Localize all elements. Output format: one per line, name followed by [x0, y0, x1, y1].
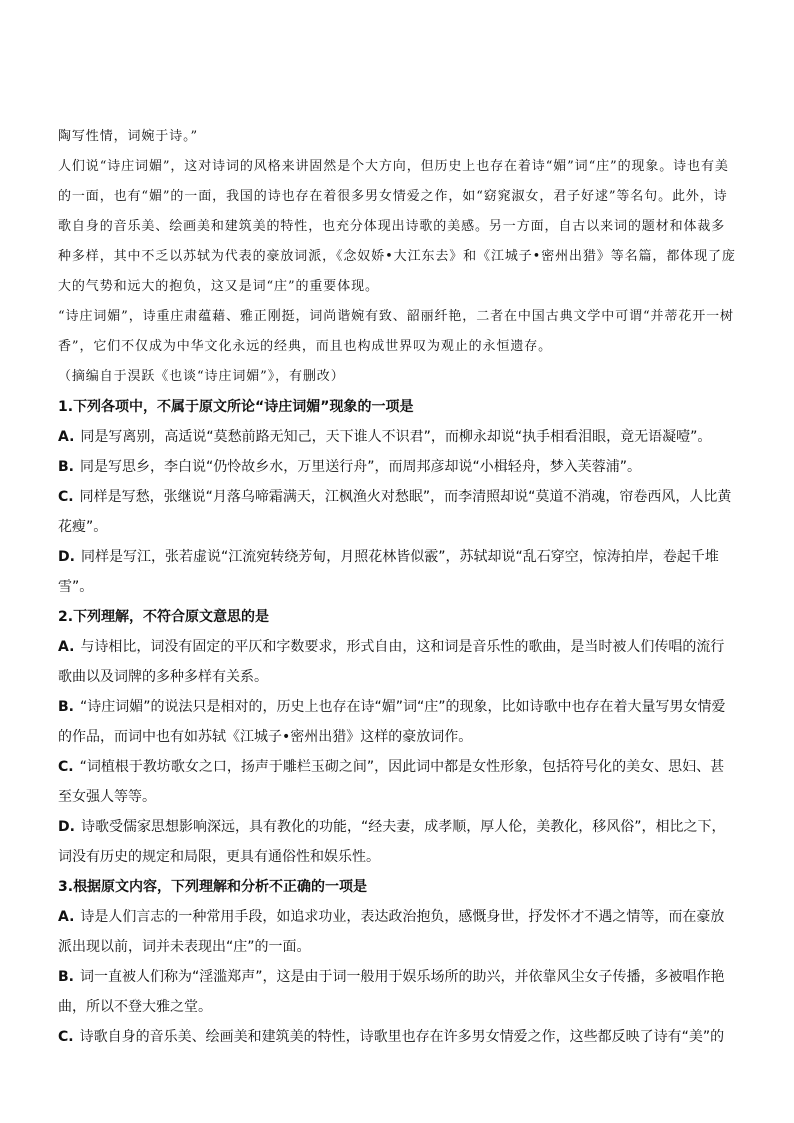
option-letter: D. [58, 819, 75, 835]
option-text: 与诗相比，词没有固定的平仄和字数要求，形式自由，这和词是音乐性的歌曲，是当时被人们传唱的流行歌曲以及词牌的多种多样有关系。 [58, 639, 725, 685]
option-letter: C. [58, 489, 74, 505]
option-text: 同是写思乡，李白说“仍怜故乡水，万里送行舟”，而周邦彦却说“小楫轻舟，梦入芙蓉浦”。 [80, 459, 642, 475]
passage-paragraph: “诗庄词媚”，诗重庄肃蕴藉、雅正刚挺，词尚谐婉有致、韶丽纤艳，二者在中国古典文学中可谓“并蒂花开一树香”，它们不仅成为中华文化永远的经典，而且也构成世界叹为观止的永恒遗存。 [58, 309, 734, 354]
passage-line: 陶写性情，词婉于诗。” [58, 129, 199, 144]
option-c [58, 752, 738, 812]
option-b [58, 692, 738, 752]
passage [58, 122, 738, 392]
option-c [58, 1022, 738, 1052]
option-a [58, 632, 738, 692]
option-text: 词一直被人们称为“淫滥郑声”，这是由于词一般用于娱乐场所的助兴，并依靠风尘女子传播，多被唱作艳曲，所以不登大雅之堂。 [58, 969, 725, 1015]
question-text: 下列各项中，不属于原文所论“诗庄词媚”现象的一项是 [73, 399, 414, 415]
option-text: 诗是人们言志的一种常用手段，如追求功业，表达政治抱负，感慨身世，抒发怀才不遇之情等，而在豪放派出现以前，词并未表现出“庄”的一面。 [58, 909, 725, 955]
option-c [58, 482, 738, 542]
question-number: 1. [58, 399, 74, 415]
question-text: 根据原文内容，下列理解和分析不正确的一项是 [73, 879, 368, 895]
option-b [58, 452, 738, 482]
option-text: 诗歌受儒家思想影响深远，具有教化的功能，“经夫妻，成孝顺，厚人伦，美教化，移风俗”，相比之下，词没有历史的规定和局限，更具有通俗性和娱乐性。 [58, 819, 726, 865]
option-letter: A. [58, 429, 75, 445]
option-a [58, 422, 738, 452]
source-citation: （摘编自于淏跃《也谈“诗庄词媚”》，有删改） [58, 369, 345, 384]
option-text: 同样是写愁，张继说“月落乌啼霜满天，江枫渔火对愁眠”，而李清照却说“莫道不消魂，帘卷西风，人比黄花瘦”。 [58, 489, 732, 535]
option-letter: A. [58, 639, 75, 655]
option-b [58, 962, 738, 1022]
question-text: 下列理解，不符合原文意思的是 [73, 609, 270, 625]
option-d [58, 812, 738, 872]
option-text: 诗歌自身的音乐美、绘画美和建筑美的特性，诗歌里也存在许多男女情爱之作，这些都反映了诗有“美”的 [79, 1029, 725, 1045]
option-text: “诗庄词媚”的说法只是相对的，历史上也存在诗“媚”词“庄”的现象，比如诗歌中也存在着大量写男女情爱的作品，而词中也有如苏轼《江城子•密州出猎》这样的豪放词作。 [58, 699, 726, 745]
question-2 [58, 602, 738, 872]
question-stem [58, 602, 738, 632]
passage-paragraph: 人们说“诗庄词媚”，这对诗词的风格来讲固然是个大方向，但历史上也存在着诗“媚”词“庄”的现象。诗也有美的一面，也有“媚”的一面，我国的诗也存在着很多男女情爱之作，如“窈窕淑女，君子好逑”等名句。此外，诗歌自身的音乐美、绘画美和建筑美的特性，也充分体现出诗歌的美感。另一方面，自古以来词的题材和体裁多种多样，其中不乏以苏轼为代表的豪放词派，《念奴娇•大江东去》和《江城子•密州出猎》等名篇，都体现了庞大的气势和远大的抱负，这又是词“庄”的重要体现。 [58, 159, 736, 294]
option-text: 同样是写江，张若虚说“江流宛转绕芳甸，月照花林皆似霰”，苏轼却说“乱石穿空，惊涛拍岸，卷起千堆雪”。 [58, 549, 719, 595]
option-d [58, 542, 738, 602]
option-letter: B. [58, 699, 74, 715]
option-letter: A. [58, 909, 75, 925]
option-letter: B. [58, 459, 74, 475]
question-stem [58, 872, 738, 902]
question-1 [58, 392, 738, 602]
question-3 [58, 872, 738, 1052]
option-letter: D. [58, 549, 75, 565]
option-text: “词植根于教坊歌女之口，扬声于雕栏玉砌之间”，因此词中都是女性形象，包括符号化的美女、思妇、甚至女强人等等。 [58, 759, 725, 805]
question-stem [58, 392, 738, 422]
document-body [58, 122, 738, 1052]
option-letter: C. [58, 1029, 74, 1045]
option-letter: C. [58, 759, 74, 775]
option-letter: B. [58, 969, 74, 985]
option-text: 同是写离别，高适说“莫愁前路无知己，天下谁人不识君”，而柳永却说“执手相看泪眼，竟无语凝噎”。 [80, 429, 712, 445]
question-number: 2. [58, 609, 74, 625]
option-a [58, 902, 738, 962]
question-number: 3. [58, 879, 74, 895]
